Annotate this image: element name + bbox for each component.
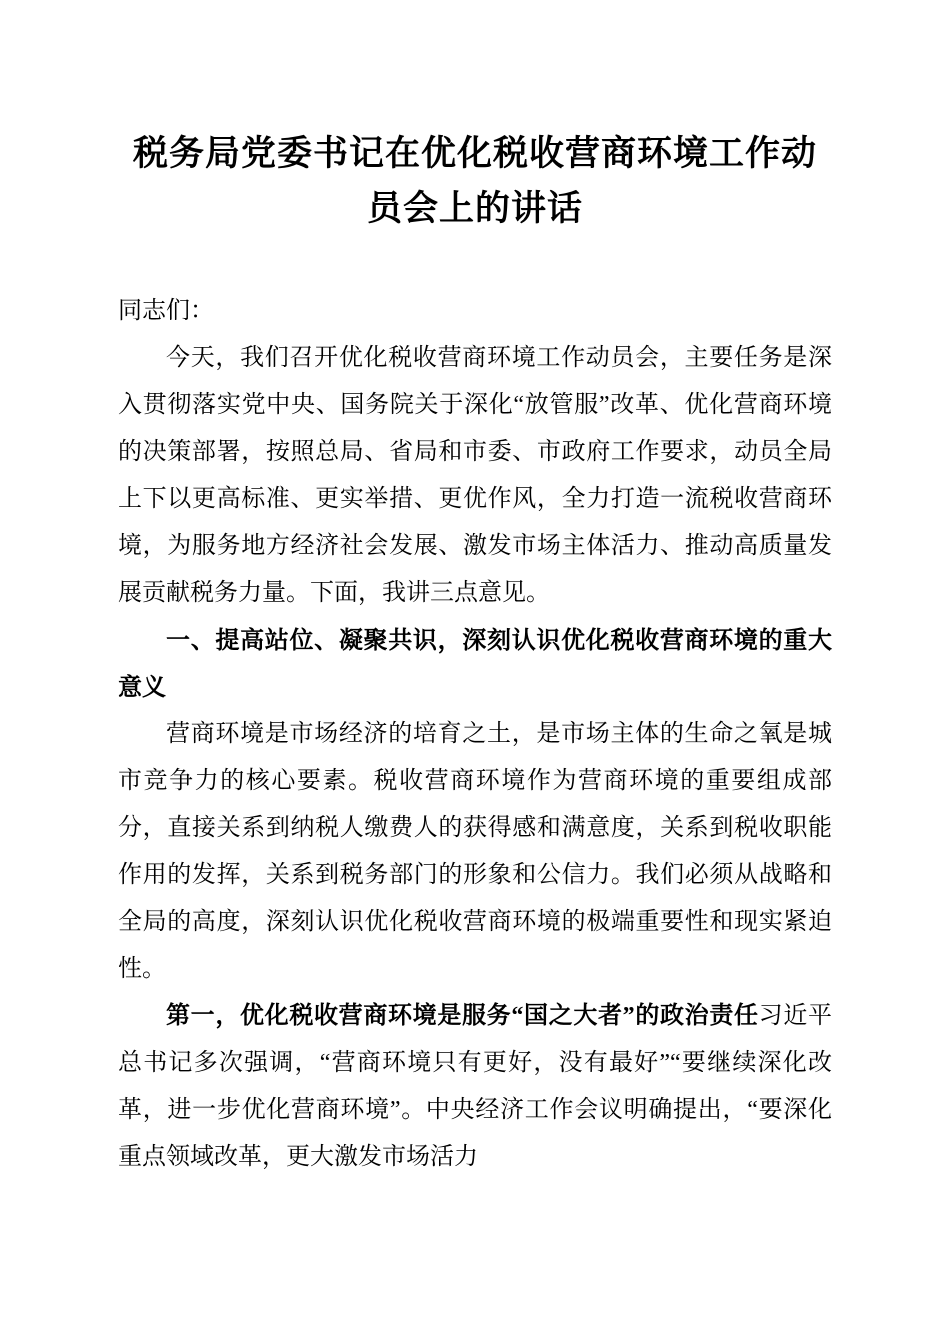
document-title: 税务局党委书记在优化税收营商环境工作动员会上的讲话: [132, 134, 817, 228]
salutation-line: 同志们：: [118, 298, 214, 324]
section-1-paragraph: 营商环境是市场经济的培育之土，是市场主体的生命之氧是城市竞争力的核心要素。税收营商环境作为营商环境的重要组成部分，直接关系到纳税人缴费人的获得感和满意度，关系到税收职能作用的发挥，关系到税务部门的形象和公信力。我们必须从战略和全局的高度，深刻认识优化税收营商环境的极端重要性和现实紧迫性。: [118, 721, 832, 982]
paragraph-intro: 今天，我们召开优化税收营商环境工作动员会，主要任务是深入贯彻落实党中央、国务院关于深化“放管服”改革、优化营商环境的决策部署，按照总局、省局和市委、市政府工作要求，动员全局上下以更高标准、更实举措、更优作风，全力打造一流税收营商环境，为服务地方经济社会发展、激发市场主体活力、推动高质量发展贡献税务力量。下面，我讲三点意见。: [118, 345, 832, 606]
point-1-paragraph: [118, 993, 832, 1181]
point-1-lead: 第一，优化税收营商环境是服务“国之大者”的政治责任: [166, 1003, 759, 1029]
point-1-text: 习近平总书记多次强调，“营商环境只有更好，没有最好”“要继续深化改革，进一步优化营商环境”。中央经济工作会议明确提出，“要深化重点领域改革，更大激发市场活力: [118, 1003, 833, 1170]
section-1-heading: 一、提高站位、凝聚共识，深刻认识优化税收营商环境的重大意义: [118, 627, 832, 701]
